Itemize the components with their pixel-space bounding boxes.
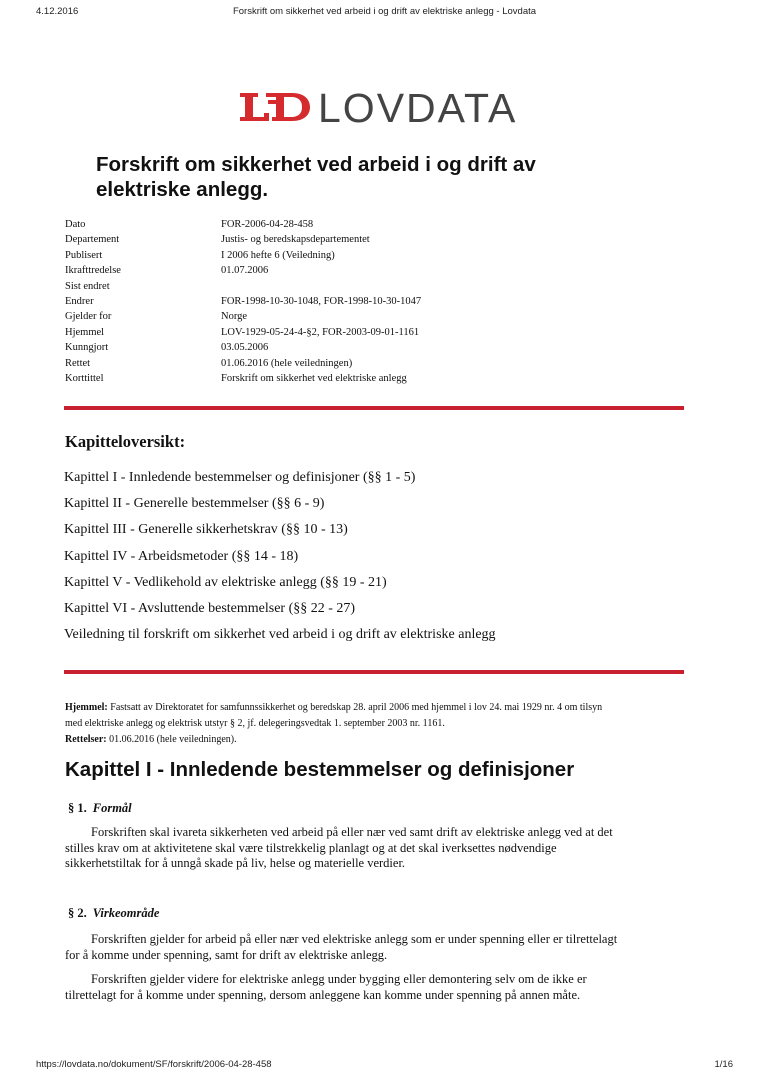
meta-value: Justis- og beredskapsdepartementet <box>221 234 370 246</box>
print-page-title: Forskrift om sikkerhet ved arbeid i og drift av elektriske anlegg - Lovdata <box>232 6 537 17</box>
meta-value: Forskrift om sikkerhet ved elektriske anlegg <box>221 372 407 384</box>
meta-key: Gjelder for <box>65 311 112 323</box>
section-1-heading <box>68 801 138 816</box>
lovdata-logo[interactable] <box>238 85 518 131</box>
section-divider <box>64 670 684 674</box>
toc-link-chapter-5[interactable]: Kapittel V - Vedlikehold av elektriske anlegg (§§ 19 - 21) <box>64 574 387 590</box>
section-2-heading <box>68 906 165 921</box>
section-2-paragraph-2 <box>65 972 587 1003</box>
chapter-1-heading: Kapittel I - Innledende bestemmelser og definisjoner <box>65 758 575 781</box>
meta-value: LOV-1929-05-24-4-§2, FOR-2003-09-01-1161 <box>221 326 420 338</box>
toc-link-chapter-3[interactable]: Kapittel III - Generelle sikkerhetskrav (§§ 10 - 13) <box>64 522 348 538</box>
meta-key: Sist endret <box>65 280 110 292</box>
rettelser-label: Rettelser: <box>65 734 107 745</box>
paragraph-line: Forskriften gjelder videre for elektriske anlegg under bygging eller demontering selv om de ikke er <box>91 972 587 986</box>
meta-key: Dato <box>65 219 86 230</box>
section-number: § 1. <box>68 801 87 815</box>
lovdata-logo-mark-icon <box>238 89 312 125</box>
paragraph-line: stilles krav om at aktivitetene skal være tilstrekkelig planlagt og at det skal iverksettes nødvendige <box>65 840 557 855</box>
hjemmel-text: Fastsatt av Direktoratet for samfunnssikkerhet og beredskap 28. april 2006 med hjemmel i lov 24. mai 1929 nr. 4 om tilsyn <box>110 702 603 713</box>
section-title: Formål <box>92 801 132 815</box>
page-number: 1/16 <box>714 1059 733 1070</box>
meta-key: Hjemmel <box>65 326 105 338</box>
paragraph-line: for å komme under spenning, samt for drift av elektriske anlegg. <box>65 947 388 962</box>
meta-value: 01.07.2006 <box>221 265 269 277</box>
toc-link-chapter-2[interactable]: Kapittel II - Generelle bestemmelser (§§ 6 - 9) <box>64 496 325 512</box>
hjemmel-note <box>65 700 705 748</box>
toc-link-chapter-1[interactable]: Kapittel I - Innledende bestemmelser og definisjoner (§§ 1 - 5) <box>64 470 416 485</box>
meta-key: Departement <box>65 234 120 246</box>
section-2-paragraph-1 <box>65 932 617 963</box>
toc-link-chapter-6[interactable]: Kapittel VI - Avsluttende bestemmelser (§§ 22 - 27) <box>64 600 356 616</box>
section-divider <box>64 406 684 410</box>
hjemmel-label: Hjemmel: <box>65 702 108 713</box>
section-1-paragraph <box>65 825 613 872</box>
print-date: 4.12.2016 <box>36 6 79 17</box>
meta-value: Norge <box>221 311 248 323</box>
paragraph-line: sikkerhetstiltak for å unngå skade på liv, helse og materielle verdier. <box>65 856 406 870</box>
document-title: Forskrift om sikkerhet ved arbeid i og drift av elektriske anlegg. <box>96 153 536 201</box>
paragraph-line: Forskriften skal ivareta sikkerheten ved arbeid på eller nær ved samt drift av elektriske anlegg ved at det <box>91 825 613 839</box>
hjemmel-text-cont: med elektriske anlegg og elektrisk utstyr § 2, jf. delegeringsvedtak 1. september 2003 nr. 1161. <box>65 718 445 729</box>
toc-link-chapter-4[interactable]: Kapittel IV - Arbeidsmetoder (§§ 14 - 18) <box>64 548 299 564</box>
section-number: § 2. <box>68 906 87 920</box>
paragraph-line: tilrettelagt for å komme under spenning, dersom anleggene kan komme under spenning på annen måte. <box>65 987 581 1002</box>
meta-value: 03.05.2006 <box>221 342 269 354</box>
toc-link-veiledning[interactable]: Veiledning til forskrift om sikkerhet ved arbeid i og drift av elektriske anlegg <box>64 627 496 643</box>
chapter-toc <box>64 470 496 653</box>
meta-value: I 2006 hefte 6 (Veiledning) <box>221 249 335 261</box>
rettelser-value: 01.06.2016 (hele veiledningen). <box>109 734 237 745</box>
meta-key: Publisert <box>65 249 103 261</box>
source-url[interactable]: https://lovdata.no/dokument/SF/forskrift/2006-04-28-458 <box>36 1059 272 1070</box>
meta-value: FOR-1998-10-30-1048, FOR-1998-10-30-1047 <box>221 295 422 307</box>
meta-key: Rettet <box>65 357 91 369</box>
meta-key: Kunngjort <box>65 342 109 354</box>
meta-key: Ikrafttredelse <box>65 265 121 277</box>
toc-heading: Kapitteloversikt: <box>65 432 186 451</box>
meta-value: FOR-2006-04-28-458 <box>221 219 314 230</box>
meta-key: Endrer <box>65 295 94 307</box>
meta-value: 01.06.2016 (hele veiledningen) <box>221 357 353 369</box>
section-title: Virkeområde <box>92 906 160 920</box>
paragraph-line: Forskriften gjelder for arbeid på eller nær ved elektriske anlegg som er under spenning eller er tilrettelagt <box>91 932 618 946</box>
meta-key: Korttittel <box>65 372 104 384</box>
lovdata-logo-text: LOVDATA <box>318 85 518 131</box>
